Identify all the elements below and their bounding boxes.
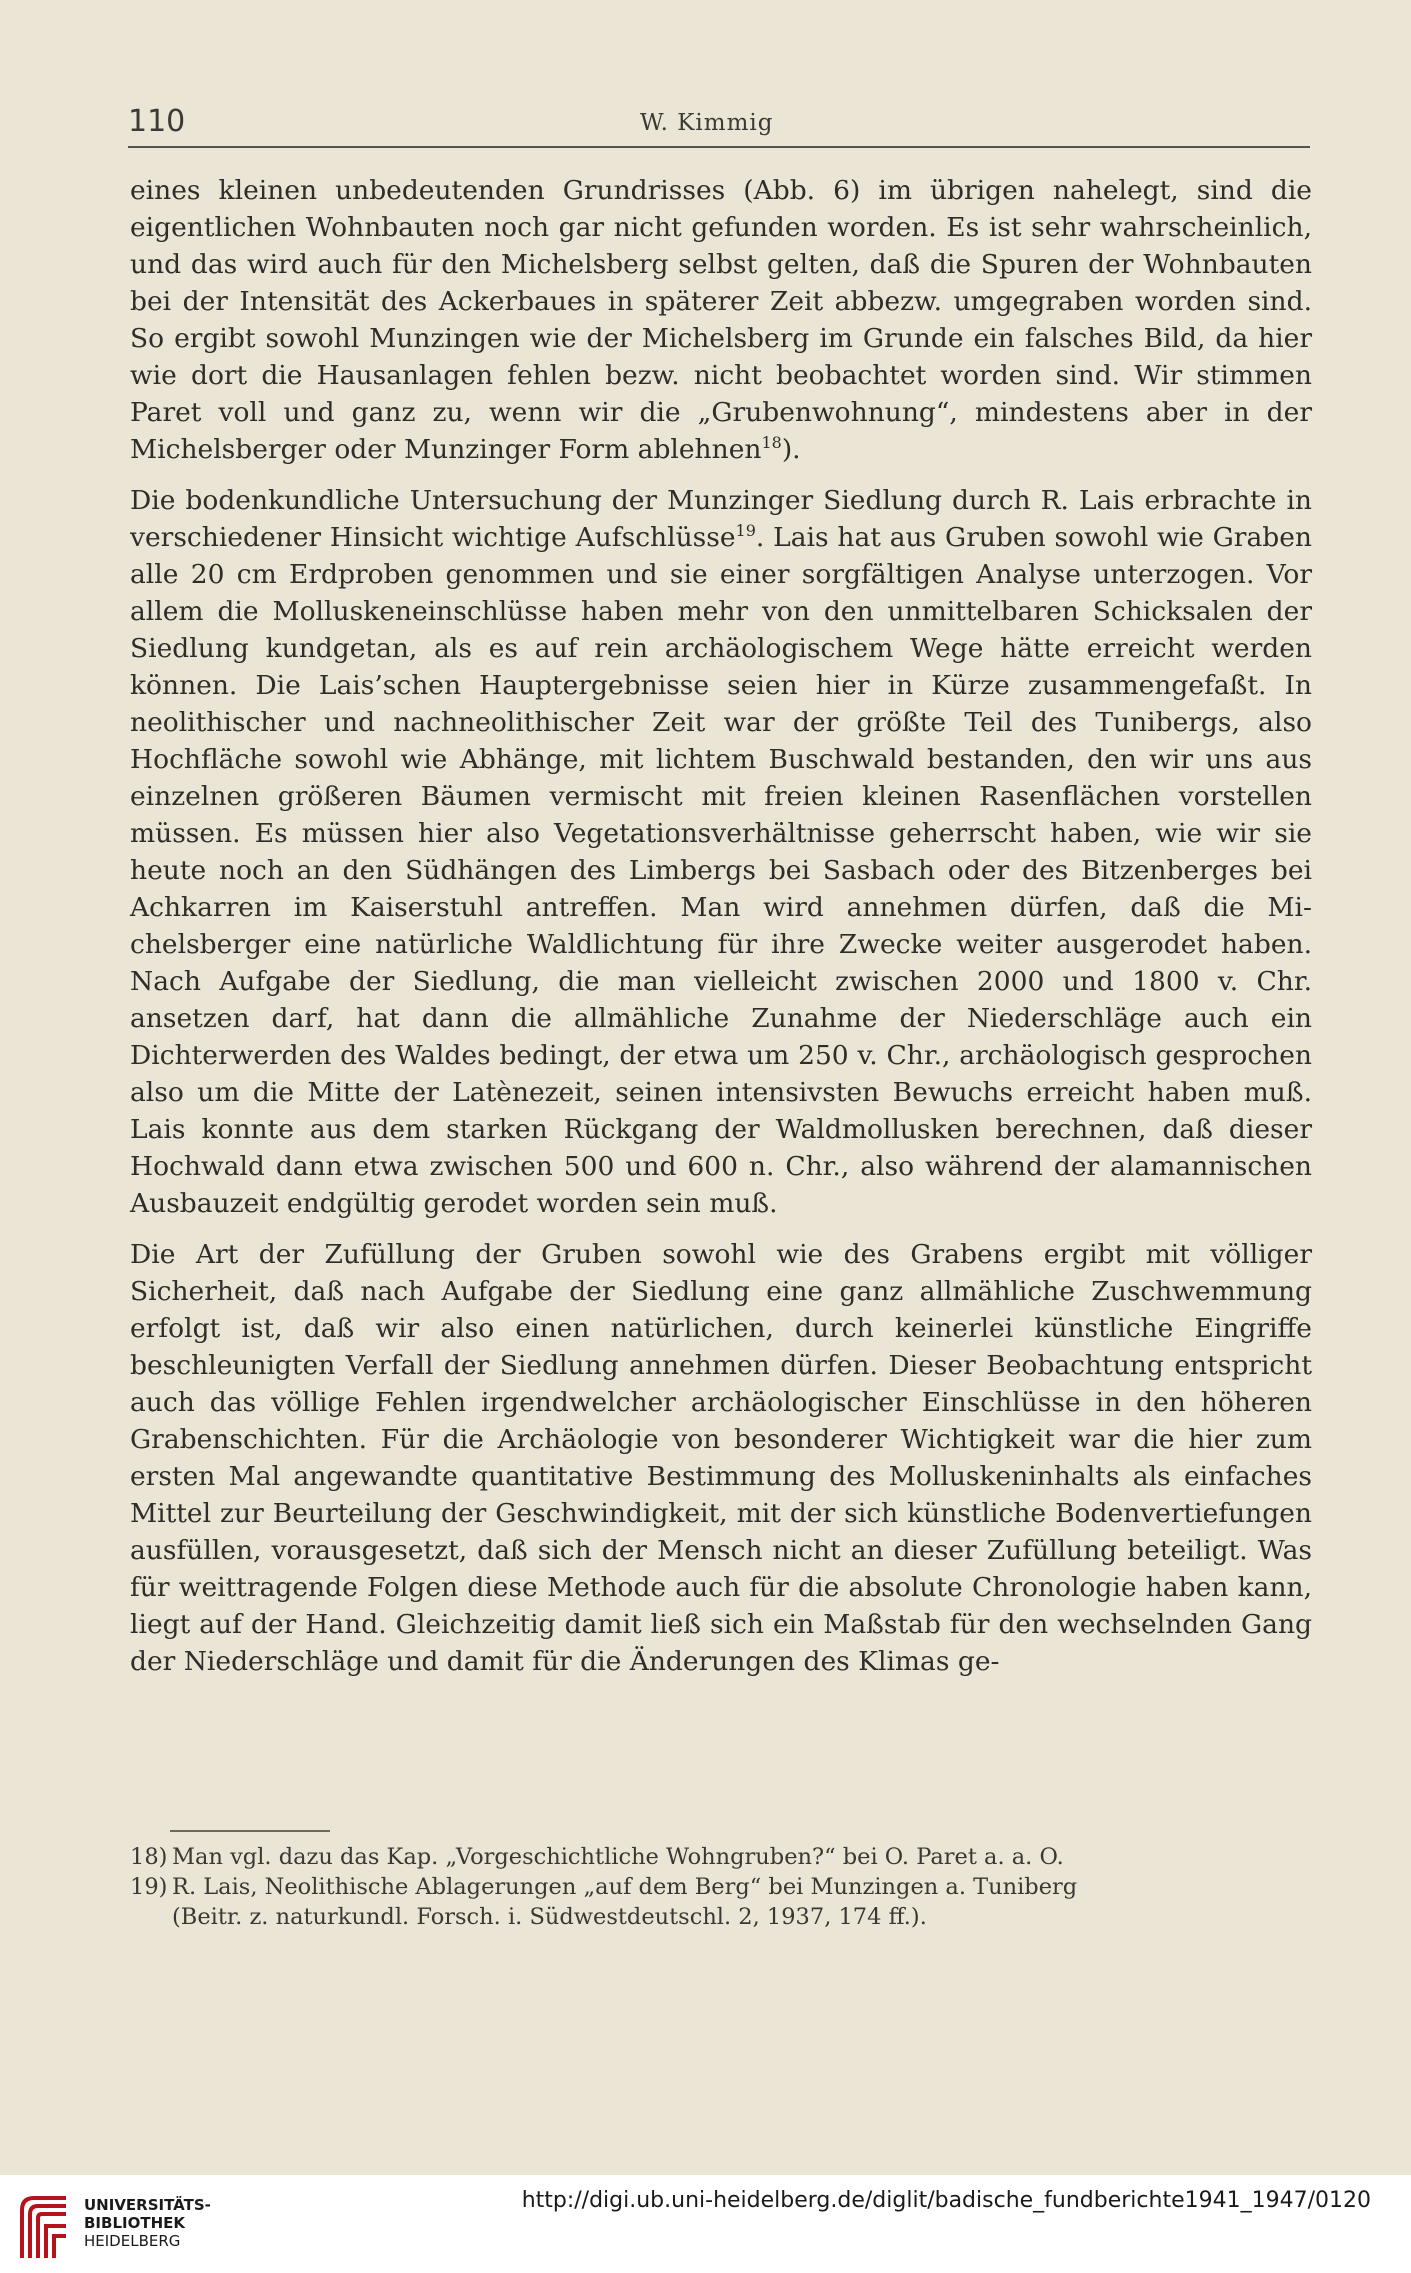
page-number: 110 (128, 104, 186, 139)
footnote-mark: 18) (130, 1844, 168, 1870)
paragraph-2-rest: . Lais hat aus Gruben sowohl wie Graben alle 20 cm Erdproben genommen und sie einer sorgfältigen Analyse unterzogen. Vor allem die Molluskeneinschlüsse haben mehr von den unmittelbaren Schicksalen der Siedlung kundgetan, als es auf rein archäologischem Wege hätte erreicht werden können. Die Lais’schen Hauptergebnisse seien hier in Kürze zusammengefaßt. In neolithischer und nachneolithischer Zeit war der größte Teil des Tunibergs, also Hochfläche sowohl wie Abhänge, mit lichtem Buschwald bestanden, den wir uns aus einzelnen größeren Bäumen vermischt mit freien kleinen Rasenflächen vorstellen müssen. Es müssen hier also Vegetationsverhältnisse geherrscht haben, wie wir sie heute noch an den Südhängen des Limbergs bei Sasbach oder des Bitzenberges bei Achkarren im Kaiserstuhl antreffen. Man wird annehmen dürfen, daß die Michelsberger eine natürliche Waldlichtung für ihre Zwecke weiter ausgerodet haben. Nach Aufgabe der Siedlung, die man vielleicht zwischen 2000 und 1800 v. Chr. ansetzen darf, hat dann die allmähliche Zunahme der Niederschläge auch ein Dichterwerden des Waldes bedingt, der etwa um 250 v. Chr., archäologisch gesprochen also um die Mitte der Latènezeit, seinen intensivsten Bewuchs erreicht haben muß. Lais konnte aus dem starken Rückgang der Waldmollusken berechnen, daß dieser Hochwald dann etwa zwischen 500 und 600 n. Chr., also während der alamannischen Ausbauzeit endgültig gerodet worden sein muß. (130, 522, 1312, 1219)
body-text (130, 172, 1312, 1680)
footnote-ref-18: 18 (761, 433, 782, 453)
library-name (84, 2196, 211, 2250)
paragraph-3: Die Art der Zufüllung der Gruben sowohl wie des Grabens ergibt mit völliger Sicherheit, daß nach Aufgabe der Siedlung eine ganz allmähliche Zuschwemmung erfolgt ist, daß wir also einen natürlichen, durch keinerlei künstliche Eingriffe beschleunigten Verfall der Siedlung annehmen dürfen. Dieser Beobachtung entspricht auch das völlige Fehlen irgendwelcher archäologischer Einschlüsse in den höheren Grabenschichten. Für die Archäologie von besonderer Wichtigkeit war die hier zum ersten Mal angewandte quantitative Bestimmung des Molluskeninhalts als einfaches Mittel zur Beurteilung der Geschwindigkeit, mit der sich künstliche Bodenvertiefungen ausfüllen, vorausgesetzt, daß sich der Mensch nicht an dieser Zufüllung beteiligt. Was für weittragende Folgen diese Methode auch für die absolute Chronologie haben kann, liegt auf der Hand. Gleichzeitig damit ließ sich ein Maßstab für den wechselnden Gang der Niederschläge und damit für die Änderungen des Klimas ge- (130, 1239, 1312, 1677)
library-name-line-2: BIBLIOTHEK (84, 2214, 185, 2232)
paragraph-1 (130, 172, 1312, 468)
footnote-text: R. Lais, Neolithische Ablagerungen „auf dem Berg“ bei Munzingen a. Tuniberg (172, 1874, 1078, 1900)
library-name-line-3: HEIDELBERG (84, 2232, 181, 2250)
paragraph-2-start: Die bodenkundliche Untersuchung der Munzinger Siedlung durch R. Lais erbrachte in verschiedener Hinsicht wichtige Aufschlüsse (130, 485, 1312, 553)
footnote-18 (130, 1842, 1312, 1872)
footnote-rule (170, 1830, 330, 1832)
library-logo-icon (16, 2192, 72, 2262)
footnotes (130, 1842, 1312, 1932)
header-rule (128, 146, 1310, 148)
paragraph-2 (130, 482, 1312, 1222)
source-url-link[interactable]: http://digi.ub.uni-heidelberg.de/diglit/badische_fundberichte1941_1947/0120 (521, 2188, 1371, 2213)
footnote-text: Man vgl. dazu das Kap. „Vorgeschichtliche Wohngruben?“ bei O. Paret a. a. O. (172, 1844, 1064, 1870)
footnote-19 (130, 1872, 1312, 1932)
library-name-line-1: UNIVERSITÄTS- (84, 2196, 211, 2214)
paragraph-1-end: ). (781, 434, 801, 465)
paragraph-1-text: eines kleinen unbedeutenden Grundrisses (Abb. 6) im übrigen nahelegt, sind die eigentlichen Wohnbauten noch gar nicht gefunden worden. Es ist sehr wahrscheinlich, und das wird auch für den Michelsberg selbst gelten, daß die Spuren der Wohnbauten bei der Intensität des Ackerbaues in späterer Zeit abbezw. umgegraben worden sind. So ergibt sowohl Munzingen wie der Michelsberg im Grunde ein falsches Bild, da hier wie dort die Hausanlagen fehlen bezw. nicht beobachtet worden sind. Wir stimmen Paret voll und ganz zu, wenn wir die „Grubenwohnung“, mindestens aber in der Michelsberger oder Munzinger Form ablehnen (130, 175, 1312, 465)
footnote-mark: 19) (130, 1874, 168, 1900)
running-head: W. Kimmig (640, 110, 774, 136)
footnote-continuation: (Beitr. z. naturkundl. Forsch. i. Südwestdeutschl. 2, 1937, 174 ff.). (172, 1904, 927, 1930)
footnote-ref-19: 19 (735, 521, 756, 541)
